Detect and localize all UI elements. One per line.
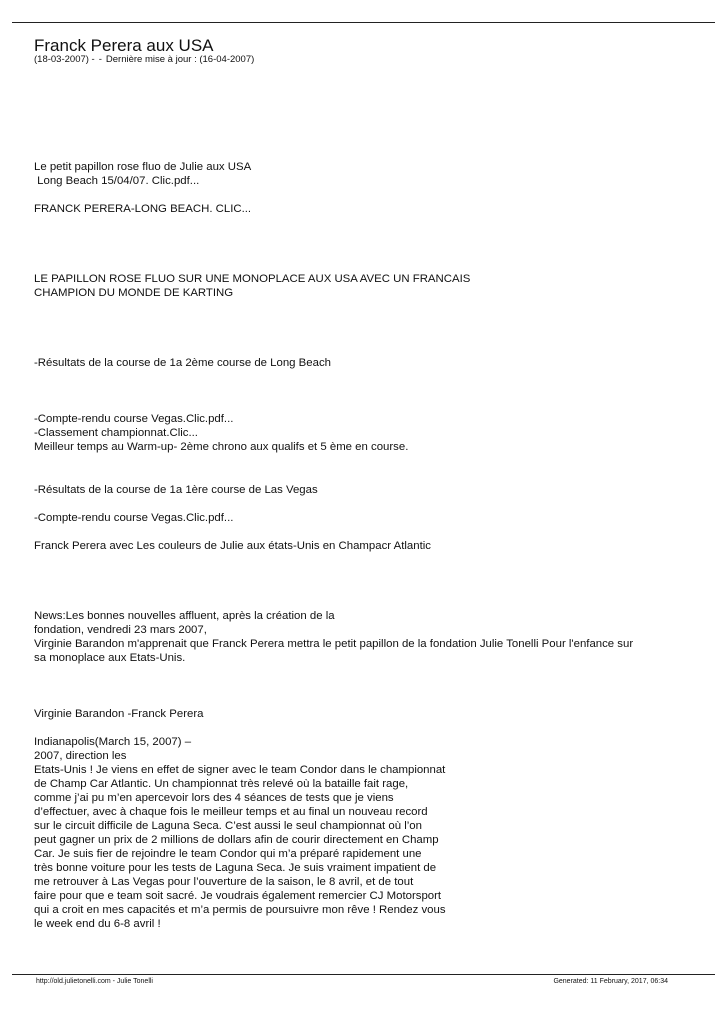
text-line: News:Les bonnes nouvelles affluent, après la création de la xyxy=(34,610,335,622)
text-line: Le petit papillon rose fluo de Julie aux USA xyxy=(34,161,252,173)
date-created: (18-03-2007) - xyxy=(34,54,95,65)
page-title: Franck Perera aux USA xyxy=(34,36,214,55)
link-long-beach[interactable]: FRANCK PERERA-LONG BEACH. CLIC... xyxy=(34,203,252,215)
article-dates xyxy=(34,54,254,66)
heading-line: LE PAPILLON ROSE FLUO SUR UNE MONOPLACE AUX USA AVEC UN FRANCAIS xyxy=(34,273,471,285)
text-line: comme j’ai pu m’en apercevoir lors des 4 séances de tests que je viens xyxy=(34,792,394,804)
text-line: Indianapolis(March 15, 2007) – xyxy=(34,736,192,748)
text-line: d’effectuer, avec à chaque fois le meilleur temps et au final un nouveau record xyxy=(34,806,428,818)
text-line: Car. Je suis fier de rejoindre le team Condor qui m’a préparé rapidement une xyxy=(34,848,422,860)
standings-link[interactable]: -Classement championnat.Clic... xyxy=(34,427,198,439)
text-line: le week end du 6-8 avril ! xyxy=(34,918,161,930)
report-link[interactable]: -Compte-rendu course Vegas.Clic.pdf... xyxy=(34,512,234,524)
text-line: de Champ Car Atlantic. Un championnat très relevé où la bataille fait rage, xyxy=(34,778,409,790)
text-line: Virginie Barandon m'apprenait que Franck Perera mettra le petit papillon de la fondation Julie Tonelli Pour l'enfance sur xyxy=(34,638,634,650)
date-separator: - xyxy=(98,54,102,65)
pdf-link[interactable]: Long Beach 15/04/07. Clic.pdf... xyxy=(34,175,200,187)
footer-generated: Generated: 11 February, 2017, 06:34 xyxy=(553,978,668,985)
footer-source[interactable]: http://old.julietonelli.com - Julie Tonelli xyxy=(36,978,153,985)
results-link[interactable]: -Résultats de la course de 1a 2ème course de Long Beach xyxy=(34,357,331,369)
results-link[interactable]: -Résultats de la course de 1a 1ère course de Las Vegas xyxy=(34,484,318,496)
text-line: me retrouver à Las Vegas pour l’ouverture de la saison, le 8 avril, et de tout xyxy=(34,876,414,888)
report-link[interactable]: -Compte-rendu course Vegas.Clic.pdf... xyxy=(34,413,234,425)
heading-line: CHAMPION DU MONDE DE KARTING xyxy=(34,287,234,299)
top-rule xyxy=(12,22,715,23)
text-line: très bonne voiture pour les tests de Laguna Seca. Je suis vraiment impatient de xyxy=(34,862,437,874)
text-line: Meilleur temps au Warm-up- 2ème chrono aux qualifs et 5 ème en course. xyxy=(34,441,409,453)
text-line: faire pour que e team soit sacré. Je voudrais également remercier CJ Motorsport xyxy=(34,890,442,902)
text-line: Franck Perera avec Les couleurs de Julie aux états-Unis en Champacr Atlantic xyxy=(34,540,431,552)
text-line: sur le circuit difficile de Laguna Seca. C’est aussi le seul championnat où l’on xyxy=(34,820,422,832)
text-line: Etats-Unis ! Je viens en effet de signer avec le team Condor dans le championnat xyxy=(34,764,446,776)
text-line: peut gagner un prix de 2 millions de dollars afin de courir directement en Champ xyxy=(34,834,439,846)
text-line: fondation, vendredi 23 mars 2007, xyxy=(34,624,207,636)
last-update: Dernière mise à jour : (16-04-2007) xyxy=(105,54,255,65)
text-line: sa monoplace aux Etats-Unis. xyxy=(34,652,186,664)
bottom-rule xyxy=(12,974,715,975)
text-line: qui a croit en mes capacités et m’a permis de poursuivre mon rêve ! Rendez vous xyxy=(34,904,446,916)
text-line: 2007, direction les xyxy=(34,750,127,762)
text-line: Virginie Barandon -Franck Perera xyxy=(34,708,204,720)
